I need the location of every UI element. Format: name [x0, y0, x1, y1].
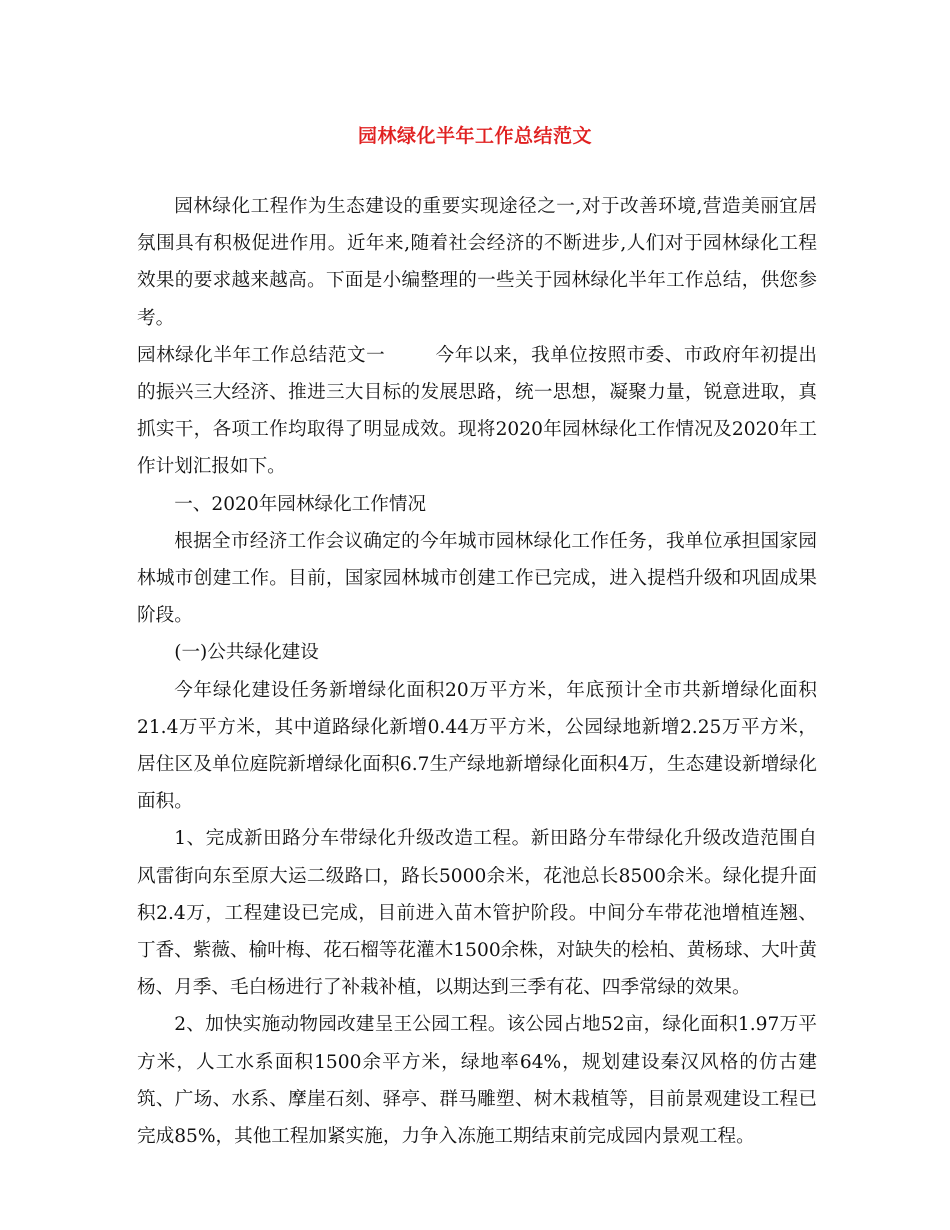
sample-paragraph: [137, 337, 817, 486]
subsection-one-heading: (一)公共绿化建设: [174, 642, 319, 664]
sample-heading: 园林绿化半年工作总结范文一: [137, 344, 386, 366]
section-one-body: 根据全市经济工作会议确定的今年城市园林绿化工作任务，我单位承担国家园林城市创建工作。目前，国家园林城市创建工作已完成，进入提档升级和巩固成果阶段。: [137, 530, 817, 627]
sample-opening: 今年以来，我单位按照市委、市政府年初提出的振兴三大经济、推进三大目标的发展思路，统一思想，凝聚力量，锐意进取，真抓实干，各项工作均取得了明显成效。现将2020年园林绿化工作情况及2020年工作计划汇报如下。: [137, 344, 817, 478]
intro-paragraph: 园林绿化工程作为生态建设的重要实现途径之一,对于改善环境,营造美丽宜居氛围具有积极促进作用。近年来,随着社会经济的不断进步,人们对于园林绿化工程效果的要求越来越高。下面是小编整理的一些关于园林绿化半年工作总结，供您参考。: [137, 196, 817, 329]
document-body: [137, 188, 817, 1155]
item-1-paragraph: 1、完成新田路分车带绿化升级改造工程。新田路分车带绿化升级改造范围自风雷街向东至原大运二级路口，路长5000余米，花池总长8500余米。绿化提升面积2.4万，工程建设已完成，目前进入苗木管护阶段。中间分车带花池增植连翘、丁香、紫薇、榆叶梅、花石榴等花灌木1500余株，对缺失的桧柏、黄杨球、大叶黄杨、月季、毛白杨进行了补栽补植，以期达到三季有花、四季常绿的效果。: [137, 828, 817, 999]
item-2-paragraph: 2、加快实施动物园改建呈王公园工程。该公园占地52亩，绿化面积1.97万平方米，人工水系面积1500余平方米，绿地率64%，规划建设秦汉风格的仿古建筑、广场、水系、摩崖石刻、驿亭、群马雕塑、树木栽植等，目前景观建设工程已完成85%，其他工程加紧实施，力争入冻施工期结束前完成园内景观工程。: [137, 1014, 817, 1148]
document-title: 园林绿化半年工作总结范文: [357, 125, 592, 147]
section-one-heading: 一、2020年园林绿化工作情况: [174, 493, 427, 515]
greening-stats-paragraph: 今年绿化建设任务新增绿化面积20万平方米，年底预计全市共新增绿化面积21.4万平方米，其中道路绿化新增0.44万平方米，公园绿地新增2.25万平方米，居住区及单位庭院新增绿化面积6.7生产绿地新增绿化面积4万，生态建设新增绿化面积。: [137, 679, 817, 813]
